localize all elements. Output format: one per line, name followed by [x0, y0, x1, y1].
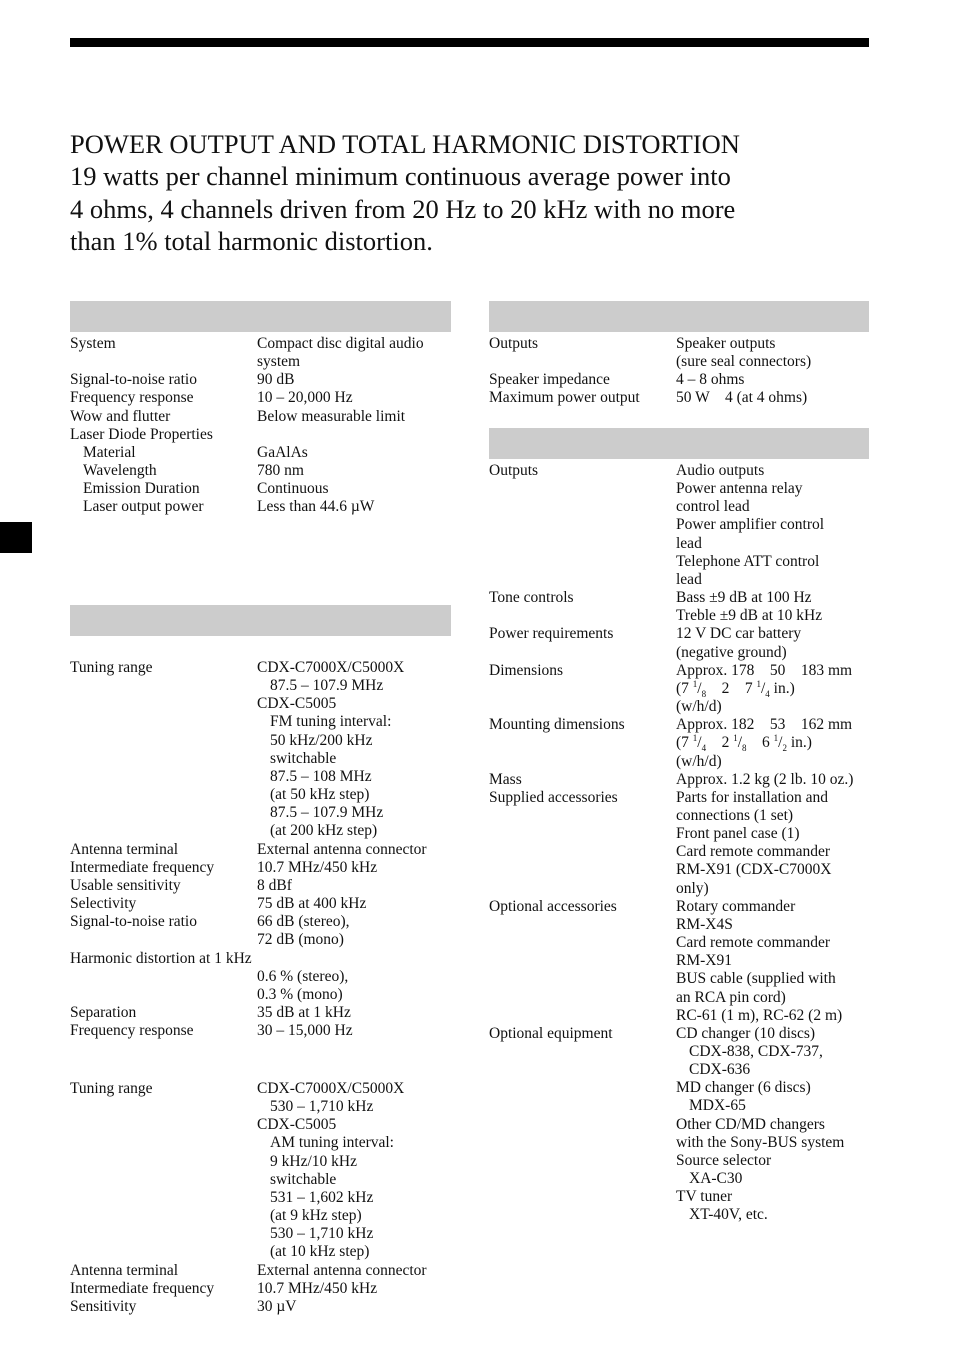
spec-value: Power amplifier control	[676, 516, 825, 534]
spec-row	[70, 389, 424, 407]
spec-value: Below measurable limit	[257, 407, 406, 425]
spec-label: Tuning range	[70, 659, 153, 676]
spec-value: lead	[676, 570, 702, 588]
spec-row	[489, 462, 853, 480]
spec-value: CDX-C7000X/C5000X	[257, 659, 405, 676]
spec-row	[489, 589, 853, 607]
spec-value: with the Sony-BUS system	[676, 1133, 845, 1151]
spec-value: 531 – 1,602 kHz	[270, 1188, 374, 1206]
spec-value: Card remote commander	[676, 934, 831, 952]
spec-label: Signal-to-noise ratio	[70, 371, 197, 389]
spec-row	[70, 353, 424, 371]
spec-value: Card remote commander	[676, 843, 831, 861]
spec-value: connections (1 set)	[676, 806, 794, 824]
spec-value: 50 W 4 (at 4 ohms)	[676, 389, 808, 407]
spec-row	[70, 480, 424, 498]
spec-value: CDX-C7000X/C5000X	[257, 1080, 405, 1097]
spec-label: Harmonic distortion at 1 kHz	[70, 949, 252, 967]
spec-value: 0.3 % (mono)	[257, 985, 343, 1003]
spec-label: Dimensions	[489, 661, 564, 679]
spec-value: (7 $^1/_8$ 2 7 $^1/_4$ in.)	[676, 678, 795, 699]
spec-row	[70, 408, 424, 426]
spec-value: (negative ground)	[676, 643, 787, 661]
spec-value: CDX-636	[689, 1061, 751, 1079]
spec-label: Separation	[70, 1003, 137, 1021]
spec-value: (at 10 kHz step)	[270, 1243, 370, 1261]
spec-value: Bass ±9 dB at 100 Hz	[676, 589, 812, 607]
spec-value: MD changer (6 discs)	[676, 1079, 811, 1097]
spec-row	[70, 371, 424, 389]
spec-value: RM-X4S	[676, 915, 733, 933]
spec-value: 87.5 – 107.9 MHz	[270, 677, 384, 695]
spec-label: Intermediate frequency	[70, 1279, 215, 1297]
spec-label: Outputs	[489, 335, 539, 352]
spec-row	[70, 335, 424, 353]
spec-label: Intermediate frequency	[70, 858, 215, 876]
general-specs	[489, 462, 853, 1225]
spec-value: Audio outputs	[676, 462, 765, 479]
spec-label: Emission Duration	[83, 480, 200, 498]
spec-row	[489, 371, 811, 389]
fm-tuner-specs	[70, 659, 427, 1040]
spec-row	[70, 1262, 427, 1280]
spec-value: CDX-838, CDX-737,	[689, 1043, 823, 1060]
spec-row	[489, 662, 853, 680]
spec-value: 75 dB at 400 kHz	[257, 895, 367, 913]
spec-row	[70, 1298, 427, 1316]
spec-row	[70, 659, 427, 677]
spec-value: (w/h/d)	[676, 752, 722, 770]
spec-value: 8 dBf	[257, 876, 292, 894]
spec-value: (at 50 kHz step)	[270, 786, 370, 804]
spec-row	[70, 462, 424, 480]
spec-value: CDX-C5005	[257, 1116, 337, 1134]
spec-value: BUS cable (supplied with	[676, 970, 836, 988]
power-output-statement	[70, 128, 870, 257]
spec-row	[70, 444, 424, 462]
spec-value: Approx. 178 50 183 mm	[676, 661, 853, 679]
headline-line: 4 ohms, 4 channels driven from 20 Hz to 20 kHz with no more	[70, 193, 736, 224]
spec-row	[70, 498, 424, 516]
spec-row	[70, 1022, 427, 1040]
spec-row	[70, 859, 427, 877]
headline-line: than 1% total harmonic distortion.	[70, 225, 433, 256]
spec-row	[489, 335, 811, 353]
spec-value: 780 nm	[257, 462, 304, 480]
spec-value: 87.5 – 107.9 MHz	[270, 804, 384, 822]
spec-value: RC-61 (1 m), RC-62 (2 m)	[676, 1006, 843, 1024]
spec-value: Other CD/MD changers	[676, 1115, 825, 1133]
spec-row	[489, 1025, 853, 1043]
top-rule	[70, 38, 869, 47]
spec-row	[489, 898, 853, 916]
amplifier-section-bar	[489, 301, 869, 332]
spec-label: Power requirements	[489, 625, 614, 643]
spec-label: Signal-to-noise ratio	[70, 913, 197, 931]
spec-value: Power antenna relay	[676, 480, 803, 498]
spec-value: Parts for installation and	[676, 788, 828, 806]
spec-value: Telephone ATT control	[676, 552, 820, 570]
spec-row	[489, 716, 853, 734]
spec-value: 10.7 MHz/450 kHz	[257, 1279, 378, 1297]
spec-label: Sensitivity	[70, 1297, 137, 1315]
spec-value: TV tuner	[676, 1188, 733, 1206]
spec-label: Tone controls	[489, 589, 574, 607]
spec-value: CDX-C5005	[257, 695, 337, 713]
spec-label: Laser Diode Properties	[70, 425, 213, 443]
spec-row	[489, 789, 853, 807]
spec-value: XT-40V, etc.	[689, 1206, 768, 1224]
spec-row	[70, 1280, 427, 1298]
spec-value: only)	[676, 879, 709, 897]
spec-value: RM-X91 (CDX-C7000X	[676, 861, 832, 879]
spec-value: 30 – 15,000 Hz	[257, 1022, 353, 1040]
spec-value: 35 dB at 1 kHz	[257, 1003, 351, 1021]
spec-label: Frequency response	[70, 1022, 194, 1040]
spec-value: 10.7 MHz/450 kHz	[257, 858, 378, 876]
spec-row	[70, 841, 427, 859]
spec-label: Frequency response	[70, 389, 194, 407]
spec-label: Speaker impedance	[489, 371, 610, 389]
spec-value: (sure seal connectors)	[676, 353, 812, 371]
spec-row	[70, 895, 427, 913]
spec-value: CD changer (10 discs)	[676, 1024, 816, 1042]
spec-value: 10 – 20,000 Hz	[257, 389, 353, 407]
spec-value: 4 – 8 ohms	[676, 371, 745, 389]
side-tab-marker	[0, 522, 32, 553]
spec-value: 530 – 1,710 kHz	[270, 1225, 374, 1243]
general-section-bar	[489, 428, 869, 459]
spec-row	[70, 1004, 427, 1022]
spec-label: Wow and flutter	[70, 407, 171, 425]
spec-value: 9 kHz/10 kHz	[270, 1152, 357, 1170]
spec-value: control lead	[676, 498, 750, 516]
spec-value: XA-C30	[689, 1170, 743, 1188]
spec-value: Speaker outputs	[676, 335, 776, 352]
amplifier-specs	[489, 335, 811, 408]
tuner-section-bar	[70, 605, 451, 636]
spec-value: 90 dB	[257, 371, 295, 389]
spec-row	[70, 1080, 427, 1098]
spec-value: 50 kHz/200 kHz	[270, 731, 373, 749]
spec-value: External antenna connector	[257, 840, 427, 858]
spec-value: (7 $^1/_4$ 2 $^1/_8$ 6 $^1/_2$ in.)	[676, 733, 812, 754]
spec-value: Approx. 1.2 kg (2 lb. 10 oz.)	[676, 770, 854, 788]
spec-value: 0.6 % (stereo),	[257, 967, 349, 985]
spec-value: AM tuning interval:	[270, 1134, 394, 1152]
spec-label: Laser output power	[83, 498, 204, 516]
spec-value: MDX-65	[689, 1097, 746, 1115]
spec-row	[489, 389, 811, 407]
spec-value: Source selector	[676, 1151, 772, 1169]
spec-value: FM tuning interval:	[270, 713, 392, 731]
spec-value: External antenna connector	[257, 1261, 427, 1279]
spec-value: Approx. 182 53 162 mm	[676, 716, 853, 734]
spec-value: 530 – 1,710 kHz	[270, 1098, 374, 1116]
spec-value: 87.5 – 108 MHz	[270, 767, 372, 785]
spec-label: Mounting dimensions	[489, 716, 625, 734]
am-tuner-specs	[70, 1080, 427, 1316]
spec-value: system	[257, 353, 301, 371]
cd-section-bar	[70, 301, 451, 332]
spec-value: 72 dB (mono)	[257, 931, 344, 949]
spec-row	[70, 950, 427, 968]
cd-player-specs	[70, 335, 424, 517]
spec-value: an RCA pin cord)	[676, 988, 786, 1006]
spec-label: Optional accessories	[489, 897, 617, 915]
spec-value: (w/h/d)	[676, 698, 722, 716]
spec-value: 30 µV	[257, 1297, 297, 1315]
spec-value: (at 200 kHz step)	[270, 822, 378, 840]
spec-label: Maximum power output	[489, 389, 640, 407]
spec-value: switchable	[270, 1170, 337, 1188]
spec-label: Optional equipment	[489, 1024, 613, 1042]
spec-value: GaAlAs	[257, 443, 308, 461]
spec-row	[489, 625, 853, 643]
spec-label: Usable sensitivity	[70, 876, 181, 894]
spec-row	[489, 771, 853, 789]
spec-label: Selectivity	[70, 895, 137, 913]
spec-value: 12 V DC car battery	[676, 625, 802, 643]
spec-label: Mass	[489, 770, 522, 788]
spec-value: Compact disc digital audio	[257, 335, 424, 352]
spec-label: Supplied accessories	[489, 788, 618, 806]
spec-value: Front panel case (1)	[676, 825, 800, 843]
spec-label: Outputs	[489, 462, 539, 479]
spec-value: Treble ±9 dB at 10 kHz	[676, 607, 823, 625]
spec-value: switchable	[270, 749, 337, 767]
spec-row	[70, 913, 427, 931]
spec-label: Wavelength	[83, 462, 157, 480]
spec-value: Rotary commander	[676, 897, 796, 915]
spec-label: Tuning range	[70, 1080, 153, 1097]
headline-line: 19 watts per channel minimum continuous average power into	[70, 161, 731, 192]
spec-value: (at 9 kHz step)	[270, 1207, 362, 1225]
spec-label: Antenna terminal	[70, 840, 179, 858]
spec-row	[70, 877, 427, 895]
spec-label: System	[70, 335, 116, 352]
spec-row	[70, 426, 424, 444]
spec-value: Less than 44.6 µW	[257, 498, 375, 516]
spec-value: RM-X91	[676, 952, 732, 970]
spec-value: Continuous	[257, 480, 329, 498]
spec-label: Material	[83, 443, 136, 461]
spec-value: lead	[676, 534, 702, 552]
headline-line: POWER OUTPUT AND TOTAL HARMONIC DISTORTION	[70, 129, 740, 159]
spec-label: Antenna terminal	[70, 1261, 179, 1279]
spec-value: 66 dB (stereo),	[257, 913, 350, 931]
